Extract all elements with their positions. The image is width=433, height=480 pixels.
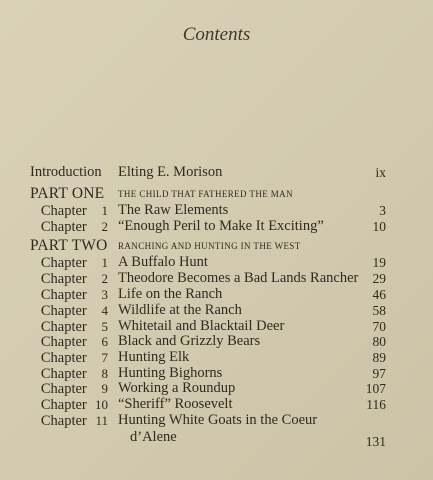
chapter-title: Black and Grizzly Bears	[118, 333, 261, 349]
chapter-label: Chapter 8	[40, 366, 108, 382]
chapter-label: Chapter 9	[40, 381, 108, 397]
chapter-label: Chapter 11	[40, 413, 108, 429]
chapter-title: “Sheriff” Roosevelt	[118, 396, 233, 412]
page-number: ix	[375, 165, 386, 180]
part-one-header	[0, 185, 433, 202]
chapter-label: Chapter 7	[40, 350, 108, 366]
part-label: PART TWO	[30, 237, 108, 254]
page-number: 10	[372, 219, 386, 234]
page-number: 58	[372, 303, 386, 318]
part-label: PART ONE	[30, 185, 105, 202]
chapter-title: Hunting Bighorns	[118, 365, 223, 381]
page-number: 116	[366, 397, 386, 412]
chapter-title: The Raw Elements	[118, 202, 229, 218]
toc-chapter-row[interactable]	[0, 286, 433, 303]
chapter-title: “Enough Peril to Make It Exciting”	[118, 218, 324, 234]
toc-chapter-row[interactable]	[0, 396, 433, 413]
chapter-title: Hunting Elk	[118, 349, 190, 365]
chapter-title: Life on the Ranch	[118, 286, 223, 302]
chapter-title: Wildlife at the Ranch	[118, 302, 242, 318]
part-subtitle: RANCHING AND HUNTING IN THE WEST	[118, 241, 301, 251]
page-number: 89	[372, 350, 386, 365]
chapter-title: Hunting White Goats in the Coeur	[118, 412, 318, 428]
page-number: 3	[379, 203, 386, 218]
toc-chapter-row[interactable]	[0, 270, 433, 287]
chapter-label: Chapter 5	[40, 319, 108, 335]
introduction-author: Elting E. Morison	[118, 164, 223, 180]
page-number: 46	[372, 287, 386, 302]
toc-chapter-row[interactable]	[0, 254, 433, 271]
toc-chapter-row[interactable]	[0, 333, 433, 350]
chapter-label: Chapter 3	[40, 287, 108, 303]
page-number: 131	[365, 434, 386, 449]
toc-chapter-row[interactable]	[0, 202, 433, 219]
introduction-label: Introduction	[30, 164, 102, 180]
chapter-title: Theodore Becomes a Bad Lands Rancher	[118, 270, 359, 286]
page-number: 29	[372, 271, 386, 286]
toc-chapter-row[interactable]	[0, 412, 433, 429]
toc-chapter-row-continued[interactable]	[0, 429, 433, 449]
toc-chapter-row[interactable]	[0, 380, 433, 397]
toc-chapter-row[interactable]	[0, 302, 433, 319]
toc-introduction-row[interactable]	[0, 164, 433, 181]
toc-chapter-row[interactable]	[0, 218, 433, 235]
toc-chapter-row[interactable]	[0, 349, 433, 366]
chapter-title: Working a Roundup	[118, 380, 236, 396]
page-number: 70	[372, 319, 386, 334]
chapter-title-continued: d’Alene	[130, 429, 177, 445]
chapter-label: Chapter 2	[40, 219, 108, 235]
contents-heading: Contents	[182, 24, 251, 45]
chapter-label: Chapter 1	[40, 203, 108, 219]
chapter-label: Chapter 10	[40, 397, 108, 413]
part-subtitle: THE CHILD THAT FATHERED THE MAN	[118, 189, 293, 199]
chapter-label: Chapter 2	[40, 271, 108, 287]
page-number: 19	[372, 255, 386, 270]
page-number: 107	[365, 381, 386, 396]
part-two-header	[0, 237, 433, 254]
page-number: 80	[372, 334, 386, 349]
chapter-title: A Buffalo Hunt	[118, 254, 208, 270]
chapter-label: Chapter 6	[40, 334, 108, 350]
chapter-label: Chapter 4	[40, 303, 108, 319]
chapter-label: Chapter 1	[40, 255, 108, 271]
chapter-title: Whitetail and Blacktail Deer	[118, 318, 285, 334]
page-number: 97	[372, 366, 386, 381]
